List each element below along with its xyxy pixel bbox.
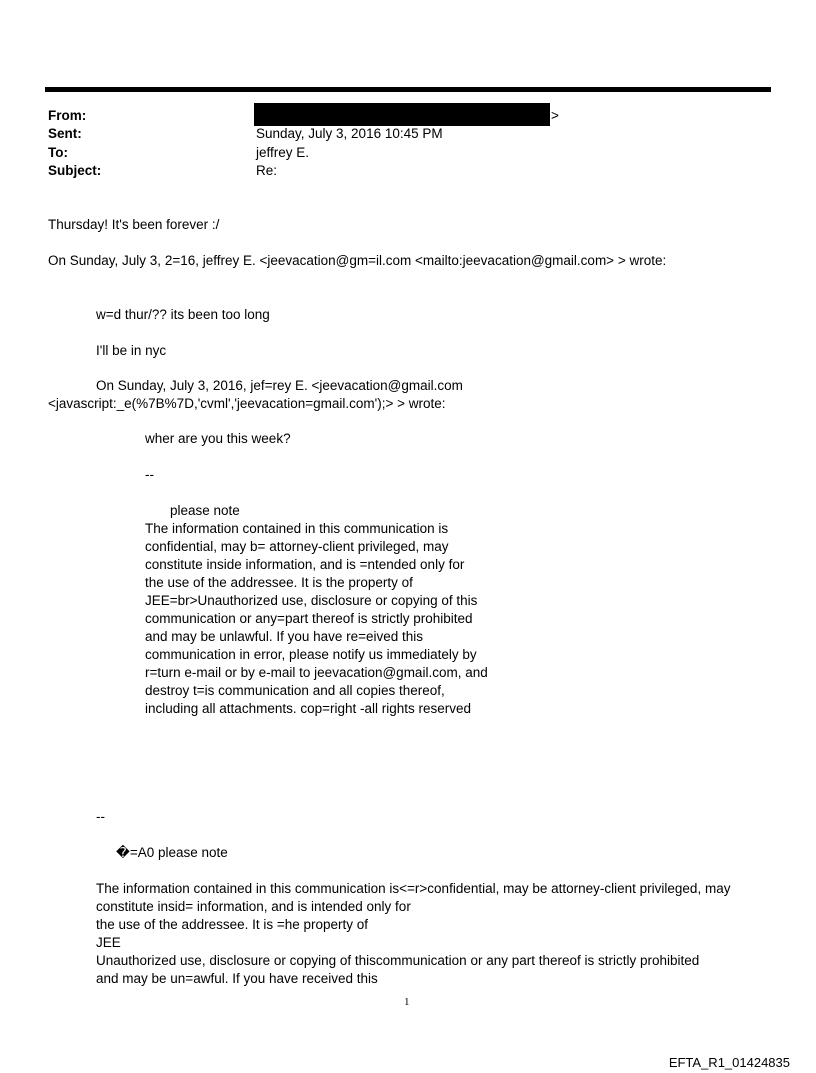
note2-line: JEE xyxy=(96,935,121,950)
quote2-intro-line1: On Sunday, July 3, 2016, jef=rey E. <jeevacation@gmail.com xyxy=(96,378,463,393)
note2-line: constitute insid= information, and is intended only for xyxy=(96,899,411,914)
quote1-intro: On Sunday, July 3, 2=16, jeffrey E. <jeevacation@gm=il.com <mailto:jeevacation@gmail.com> > wrote: xyxy=(48,253,667,268)
note-line: The information contained in this communication is xyxy=(145,521,449,536)
note-heading: please note xyxy=(170,503,240,518)
redaction-bar xyxy=(254,103,550,126)
subject-value: Re: xyxy=(256,163,278,178)
msg2-line1: wher are you this week? xyxy=(145,431,291,446)
sent-value: Sunday, July 3, 2016 10:45 PM xyxy=(256,126,443,141)
msg1-line1: w=d thur/?? its been too long xyxy=(96,307,270,322)
note-line: confidential, may b= attorney-client privileged, may xyxy=(145,539,449,554)
note-line: JEE=br>Unauthorized use, disclosure or copying of this xyxy=(145,593,478,608)
header-rule xyxy=(45,87,771,92)
sig2-dash: -- xyxy=(96,809,105,824)
subject-label: Subject: xyxy=(48,163,102,178)
msg1-line2: I'll be in nyc xyxy=(96,343,167,358)
note-line: destroy t=is communication and all copies thereof, xyxy=(145,683,445,698)
from-suffix: > xyxy=(551,108,559,123)
note-line: communication in error, please notify us immediately by xyxy=(145,647,477,662)
note-line: constitute inside information, and is =ntended only for xyxy=(145,557,465,572)
note2-line: The information contained in this communication is<=r>confidential, may be attorney-client privileged, may xyxy=(96,881,731,896)
page-number: 1 xyxy=(404,996,410,1008)
from-label: From: xyxy=(48,108,87,123)
to-value: jeffrey E. xyxy=(256,145,310,160)
note2-line: the use of the addressee. It is =he property of xyxy=(96,917,369,932)
note-line: r=turn e-mail or by e-mail to jeevacation@gmail.com, and xyxy=(145,665,488,680)
sig-dash: -- xyxy=(145,467,154,482)
note2-line: Unauthorized use, disclosure or copying of thiscommunication or any part thereof is strictly prohibited xyxy=(96,953,700,968)
sent-label: Sent: xyxy=(48,126,82,141)
note-line: the use of the addressee. It is the property of xyxy=(145,575,413,590)
reply-text: Thursday! It's been forever :/ xyxy=(48,217,220,232)
to-label: To: xyxy=(48,145,68,160)
note2-heading: �=A0 please note xyxy=(116,845,228,860)
note-line: and may be unlawful. If you have re=eived this xyxy=(145,629,424,644)
note2-line: and may be un=awful. If you have received this xyxy=(96,971,378,986)
document-id: EFTA_R1_01424835 xyxy=(668,1055,790,1070)
note-line: including all attachments. cop=right -all rights reserved xyxy=(145,701,472,716)
quote2-intro-line2: <javascript:_e(%7B%7D,'cvml','jeevacation=gmail.com');> > wrote: xyxy=(48,396,446,411)
note-line: communication or any=part thereof is strictly prohibited xyxy=(145,611,473,626)
